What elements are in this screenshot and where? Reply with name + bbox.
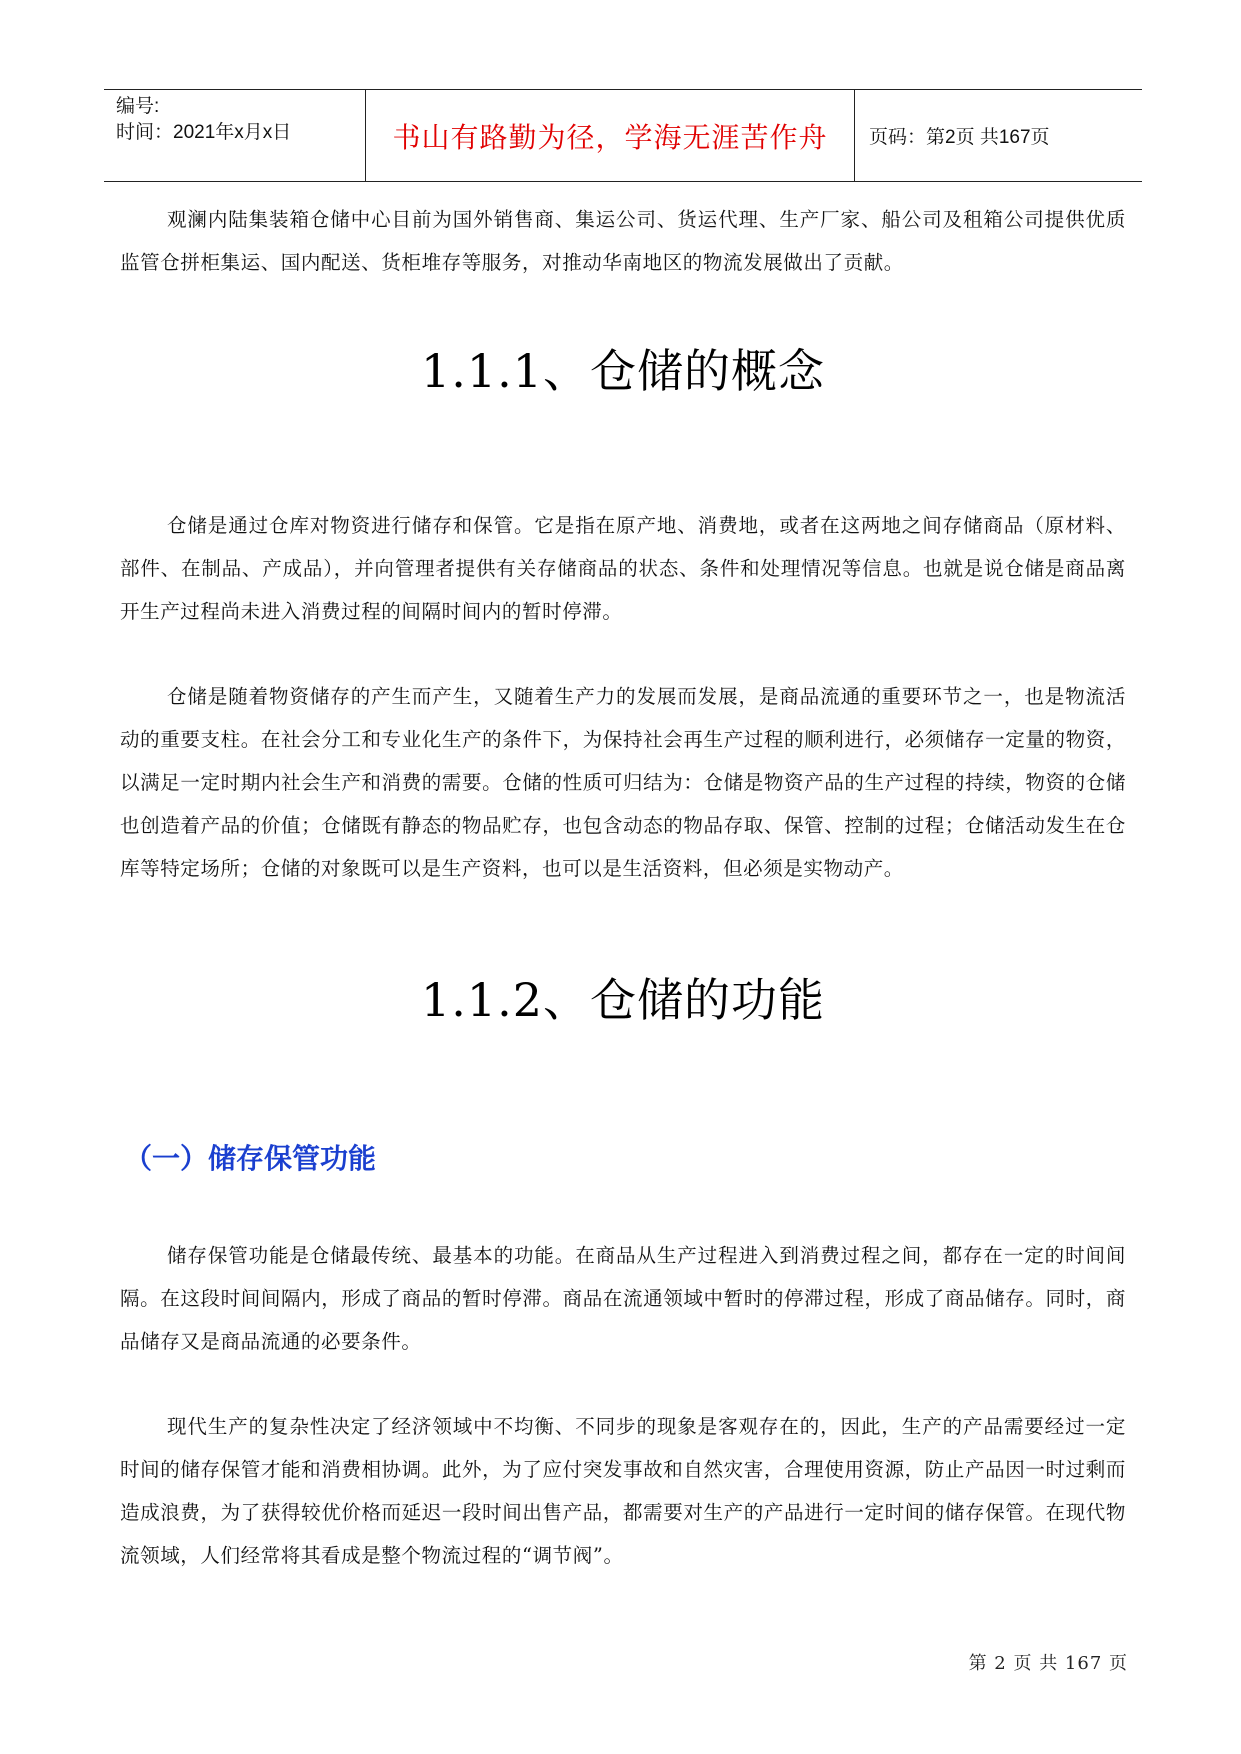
section-title-1-1-2: 1.1.2、仓储的功能 [420,973,826,1027]
subsection-title-storage: （一）储存保管功能 [124,1142,377,1175]
document-number-label: 编号: [116,96,160,117]
page-footer: 第 2 页 共 167 页 [968,1653,1128,1674]
subsection1-paragraph-1: 储存保管功能是仓储最传统、最基本的功能。在商品从生产过程进入到消费过程之间，都存在一定的时间间隔。在这段时间间隔内，形成了商品的暂时停滞。商品在流通领域中暂时的停滞过程，形成了商品储存。同时，商品储存又是商品流通的必要条件。 [120,1244,1126,1353]
intro-paragraph: 观澜内陆集装箱仓储中心目前为国外销售商、集运公司、货运代理、生产厂家、船公司及租箱公司提供优质监管仓拼柜集运、国内配送、货柜堆存等服务，对推动华南地区的物流发展做出了贡献。 [120,208,1126,274]
header-page-info: 页码：第2页 共167页 [869,127,1050,148]
section-title-1-1-1: 1.1.1、仓储的概念 [420,344,826,398]
subsection1-paragraph-2: 现代生产的复杂性决定了经济领域中不均衡、不同步的现象是客观存在的，因此，生产的产品需要经过一定时间的储存保管才能和消费相协调。此外，为了应付突发事故和自然灾害，合理使用资源，防止产品因一时过剩而造成浪费，为了获得较优价格而延迟一段时间出售产品，都需要对生产的产品进行一定时间的储存保管。在现代物流领域，人们经常将其看成是整个物流过程的“调节阀”。 [120,1415,1126,1567]
header-motto: 书山有路勤为径，学海无涯苦作舟 [366,90,855,181]
section1-paragraph-2: 仓储是随着物资储存的产生而产生，又随着生产力的发展而发展，是商品流通的重要环节之一，也是物流活动的重要支柱。在社会分工和专业化生产的条件下，为保持社会再生产过程的顺利进行，必须储存一定量的物资，以满足一定时期内社会生产和消费的需要。仓储的性质可归结为：仓储是物资产品的生产过程的持续，物资的仓储也创造着产品的价值；仓储既有静态的物品贮存，也包含动态的物品存取、保管、控制的过程；仓储活动发生在仓库等特定场所；仓储的对象既可以是生产资料，也可以是生活资料，但必须是实物动产。 [120,685,1126,880]
page-header [104,89,1142,182]
section1-paragraph-1: 仓储是通过仓库对物资进行储存和保管。它是指在原产地、消费地，或者在这两地之间存储商品（原材料、部件、在制品、产成品），并向管理者提供有关存储商品的状态、条件和处理情况等信息。也就是说仓储是商品离开生产过程尚未进入消费过程的间隔时间内的暂时停滞。 [120,514,1126,623]
header-meta [104,90,366,181]
document-time-label: 时间：2021年x月x日 [116,122,292,143]
